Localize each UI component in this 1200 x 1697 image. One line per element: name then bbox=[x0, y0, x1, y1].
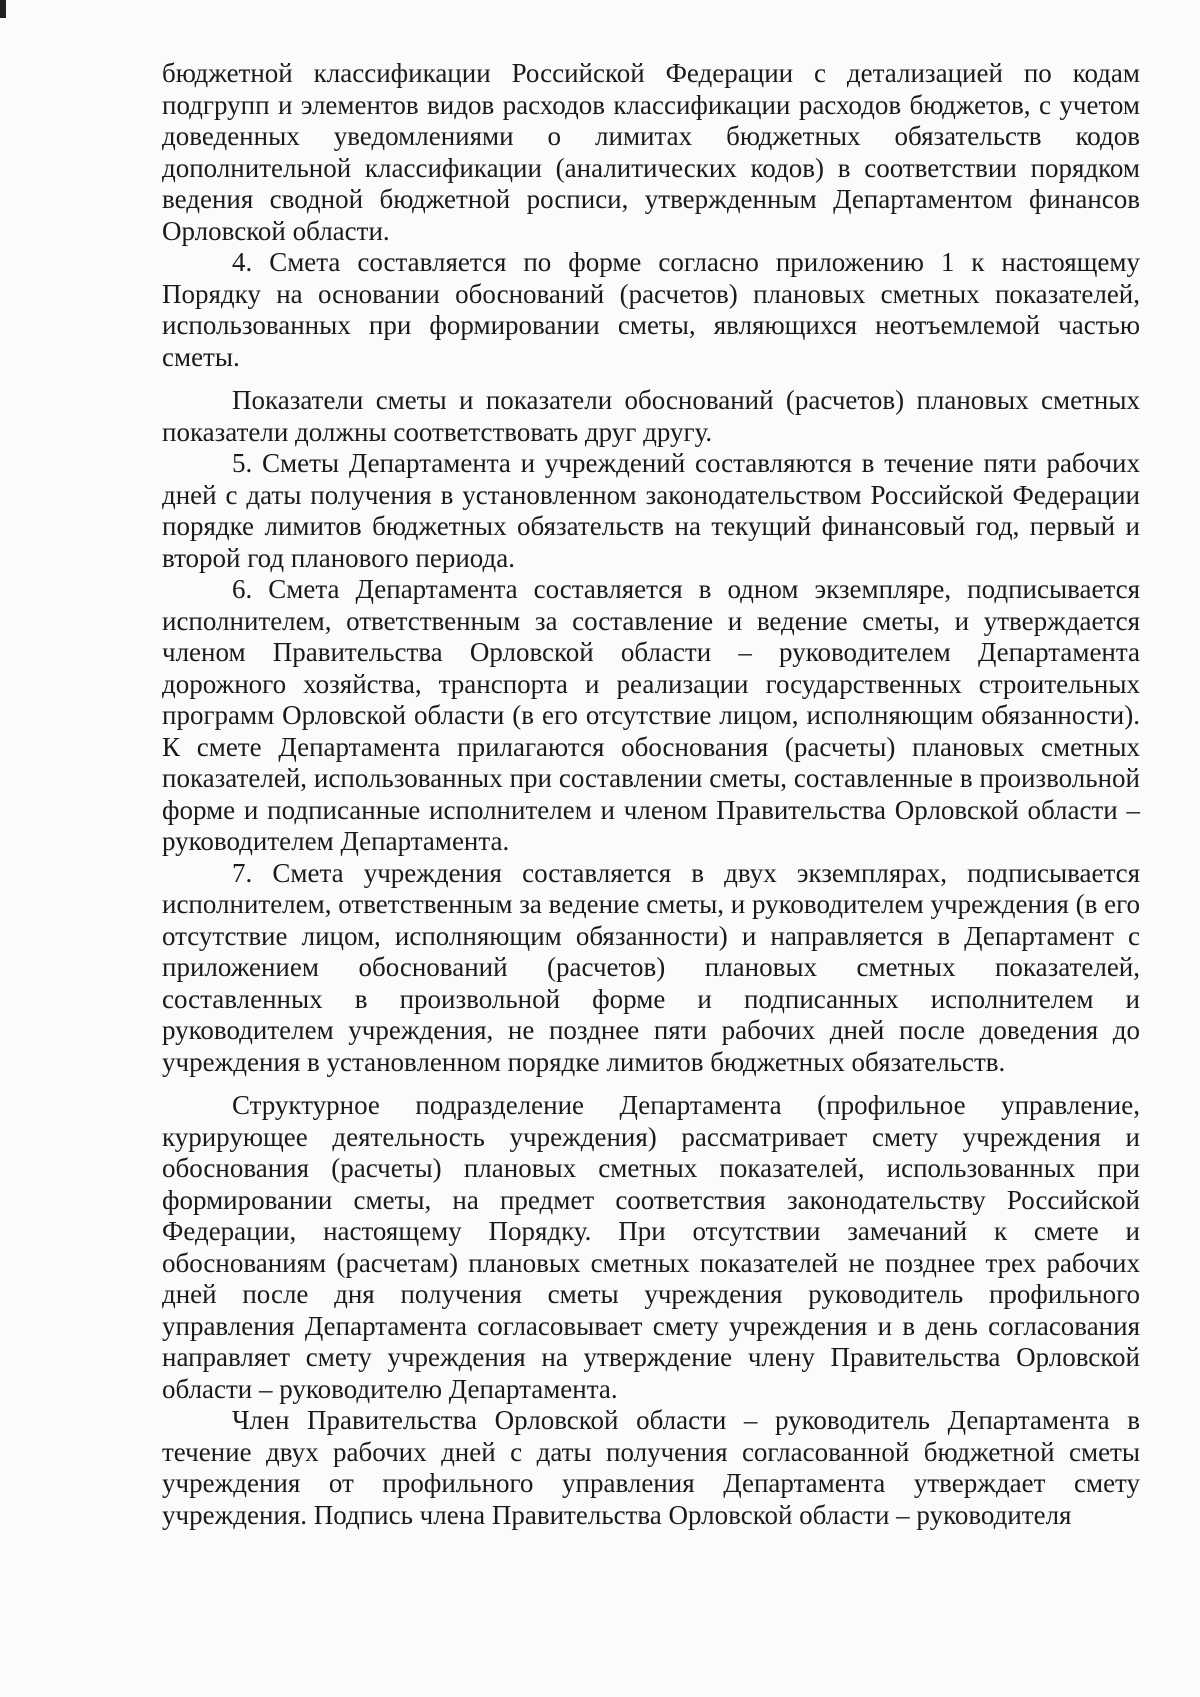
paragraph-item-5: 5. Сметы Департамента и учреждений составляются в течение пяти рабочих дней с даты получения в установленном законодательством Российской Федерации порядке лимитов бюджетных обязательств на текущий финансовый год, первый и второй год планового периода. bbox=[162, 448, 1140, 573]
paragraph-item-7: 7. Смета учреждения составляется в двух экземплярах, подписывается исполнителем, ответственным за ведение сметы, и руководителем учреждения (в его отсутствие лицом, исполняющим обязанности) и направляется в Департамент с приложением обоснований (расчетов) плановых сметных показателей, составленных в произвольной форме и подписанных исполнителем и руководителем учреждения, не позднее пяти рабочих дней после доведения до учреждения в установленном порядке лимитов бюджетных обязательств. bbox=[162, 857, 1140, 1077]
paragraph-government-member: Член Правительства Орловской области – руководитель Департамента в течение двух рабочих дней с даты получения согласованной бюджетной сметы учреждения от профильного управления Департамента утверждает смету учреждения. Подпись члена Правительства Орловской области – руководителя bbox=[162, 1405, 1140, 1530]
document-body bbox=[162, 58, 1140, 1531]
paragraph-item-6: 6. Смета Департамента составляется в одном экземпляре, подписывается исполнителем, ответственным за составление и ведение сметы, и утверждается членом Правительства Орловской области – руководителем Департамента дорожного хозяйства, транспорта и реализации государственных строительных программ Орловской области (в его отсутствие лицом, исполняющим обязанности). К смете Департамента прилагаются обоснования (расчеты) плановых сметных показателей, использованных при составлении сметы, составленные в произвольной форме и подписанные исполнителем и членом Правительства Орловской области – руководителем Департамента. bbox=[162, 574, 1140, 856]
scan-corner-mark bbox=[0, 0, 6, 18]
paragraph-item-4: 4. Смета составляется по форме согласно приложению 1 к настоящему Порядку на основании обоснований (расчетов) плановых сметных показателей, использованных при формировании сметы, являющихся неотъемлемой частью сметы. bbox=[162, 247, 1140, 372]
paragraph-indicators: Показатели сметы и показатели обоснований (расчетов) плановых сметных показатели должны соответствовать друг другу. bbox=[162, 385, 1140, 447]
paragraph-continuation: бюджетной классификации Российской Федерации с детализацией по кодам подгрупп и элементов видов расходов классификации расходов бюджетов, с учетом доведенных уведомлениями о лимитах бюджетных обязательств кодов дополнительной классификации (аналитических кодов) в соответствии порядком ведения сводной бюджетной росписи, утвержденным Департаментом финансов Орловской области. bbox=[162, 58, 1140, 246]
paragraph-structural-unit: Структурное подразделение Департамента (профильное управление, курирующее деятельность учреждения) рассматривает смету учреждения и обоснования (расчеты) плановых сметных показателей, использованных при формировании сметы, на предмет соответствия законодательству Российской Федерации, настоящему Порядку. При отсутствии замечаний к смете и обоснованиям (расчетам) плановых сметных показателей не позднее трех рабочих дней после дня получения сметы учреждения руководитель профильного управления Департамента согласовывает смету учреждения и в день согласования направляет смету учреждения на утверждение члену Правительства Орловской области – руководителю Департамента. bbox=[162, 1090, 1140, 1404]
